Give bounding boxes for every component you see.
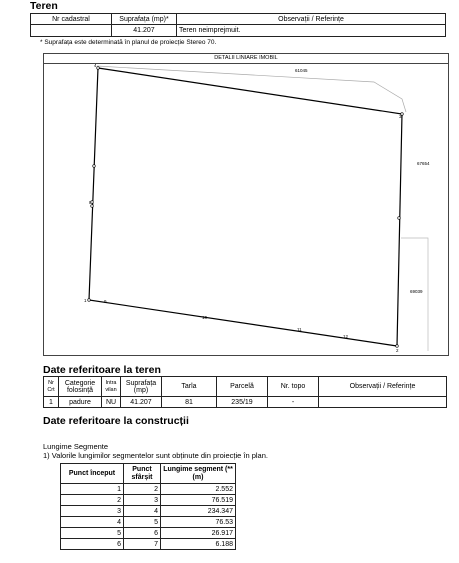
cell-punct-sfarsit: 2 [124,484,161,495]
header-nr-topo: Nr. topo [268,377,319,397]
vertex-marker [396,345,399,348]
table-row [61,484,236,495]
detalii-liniare-box [43,53,449,356]
vertex-label: 10 [202,315,208,320]
table-header-row [31,14,446,25]
cell-punct-inceput: 3 [61,506,124,517]
header-intravilan: Intra vilan [102,377,121,397]
lungime-table-body [61,484,236,550]
cell-nr-topo: - [268,397,319,408]
table-row [31,25,446,37]
header-lungime: Lungime segment (** (m) [161,464,236,484]
vertex-label: 9 [104,299,107,304]
teren-footnote: * Suprafața este determinată în planul de proiecție Stereo 70. [40,39,217,46]
cell-tarla: 81 [162,397,217,408]
neighbor-label: 67654 [417,161,430,166]
header-suprafata: Suprafața (mp) [121,377,162,397]
neighbor-line-right [401,238,428,351]
vertex-marker [88,299,91,302]
cell-lungime: 26.917 [161,528,236,539]
vertex-label: 1 [84,298,87,303]
cell-nr-cadastral [31,25,112,37]
cell-punct-inceput: 2 [61,495,124,506]
cell-nr: 1 [44,397,59,408]
header-tarla: Tarla [162,377,217,397]
cell-punct-sfarsit: 6 [124,528,161,539]
vertex-marker [93,165,96,168]
neighbor-line-top [97,66,406,112]
date-constructii-heading: Date referitoare la construcții [43,415,189,427]
vertex-marker [91,205,94,208]
cell-lungime: 2.552 [161,484,236,495]
table-header-row [61,464,236,484]
detalii-title: DETALII LINIARE IMOBIL [44,54,448,64]
cell-lungime: 76.53 [161,517,236,528]
vertex-marker [398,217,401,220]
cell-punct-inceput: 5 [61,528,124,539]
date-teren-table [43,376,447,408]
neighbor-label: 61045 [295,68,308,73]
cell-lungime: 6.188 [161,539,236,550]
cell-lungime: 234.347 [161,506,236,517]
cell-observatii: Teren neimprejmuit. [177,25,446,37]
parcel-plan [44,54,448,355]
vertex-marker [97,67,100,70]
teren-table [30,13,446,37]
lungime-subtitle: 1) Valorile lungimilor segmentelor sunt obținute din proiecție în plan. [43,451,268,460]
parcel-outline [89,68,402,346]
cell-parcela: 235/19 [217,397,268,408]
cell-punct-sfarsit: 4 [124,506,161,517]
table-row [61,506,236,517]
header-parcela: Parcelă [217,377,268,397]
header-suprafata: Suprafața (mp)* [112,14,177,25]
cell-punct-sfarsit: 7 [124,539,161,550]
cell-punct-inceput: 1 [61,484,124,495]
cell-punct-inceput: 4 [61,517,124,528]
header-nr-crt: Nr Crt [44,377,59,397]
vertex-label: 2 [396,348,399,353]
header-observatii: Observații / Referințe [319,377,447,397]
neighbor-label: 69039 [410,289,423,294]
vertex-label: 12 [343,334,349,339]
cell-suprafata: 41.207 [121,397,162,408]
table-row [61,528,236,539]
date-teren-heading: Date referitoare la teren [43,364,161,376]
cell-observatii [319,397,447,408]
vertex-label: 3 [399,114,402,119]
vertex-label: 4 [94,63,97,68]
cell-punct-inceput: 6 [61,539,124,550]
header-categorie: Categorie folosință [59,377,102,397]
header-nr-cadastral: Nr cadastral [31,14,112,25]
cell-lungime: 76.519 [161,495,236,506]
table-row [61,517,236,528]
vertex-label: 11 [297,327,302,332]
cell-intravilan: NU [102,397,121,408]
cell-punct-sfarsit: 3 [124,495,161,506]
table-header-row [44,377,447,397]
table-row [44,397,447,408]
cell-categorie: padure [59,397,102,408]
table-row [61,539,236,550]
table-row [61,495,236,506]
teren-heading: Teren [30,0,58,12]
lungime-table [60,463,236,550]
header-observatii: Observații / Referințe [177,14,446,25]
cell-suprafata: 41.207 [112,25,177,37]
header-punct-sfarsit: Punct sfârșit [124,464,161,484]
vertex-label: 8 [89,200,92,205]
lungime-title: Lungime Segmente [43,442,109,451]
header-punct-inceput: Punct început [61,464,124,484]
cell-punct-sfarsit: 5 [124,517,161,528]
